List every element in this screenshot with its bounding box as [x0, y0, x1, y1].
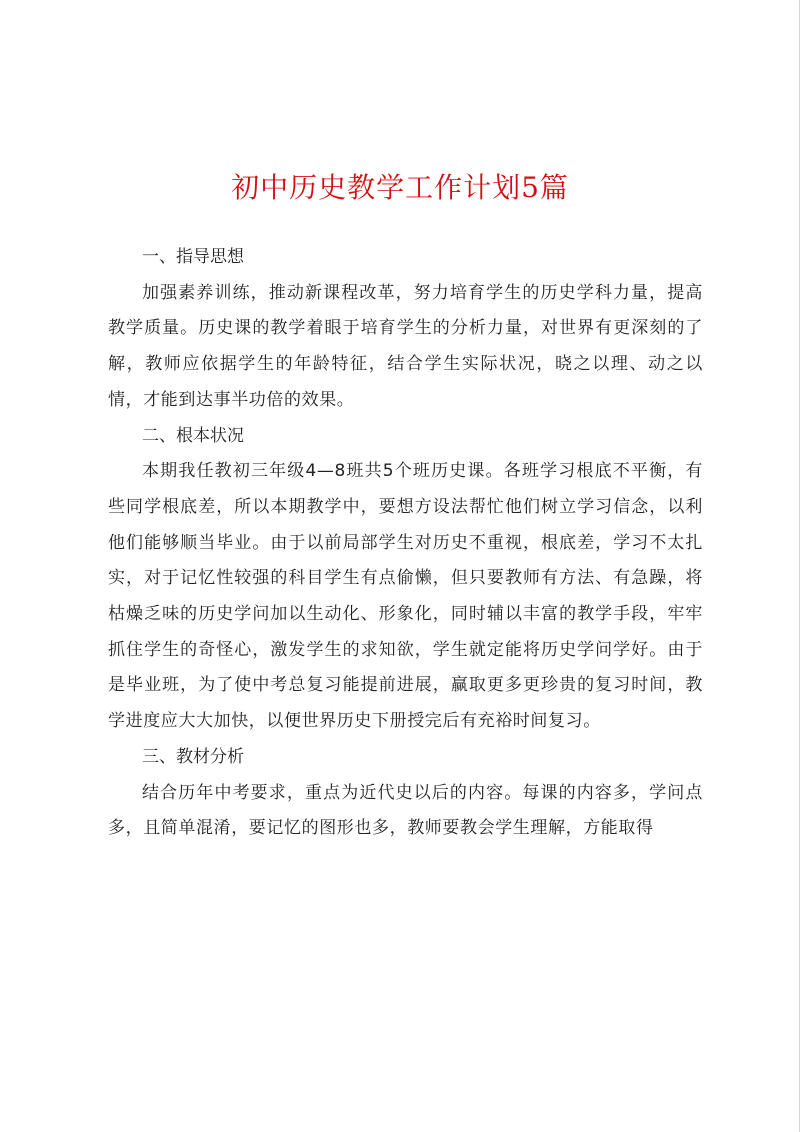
section-heading-textbook-analysis: 三、教材分析 [142, 746, 244, 767]
section-heading-basic-situation: 二、根本状况 [142, 425, 244, 446]
document-title: 初中历史教学工作计划5篇 [231, 171, 569, 204]
section-paragraph-basic-situation: 本期我任教初三年级4—8班共5个班历史课。各班学习根底不平衡，有些同学根底差，所以本期教学中，要想方设法帮忙他们树立学习信念，以利他们能够顺当毕业。由于以前局部学生对历史不重视，根底差，学习不太扎实，对于记忆性较强的科目学生有点偷懒，但只要教师有方法、有急躁，将枯燥乏味的历史学问加以生动化、形象化，同时辅以丰富的教学手段，牢牢抓住学生的奇怪心，激发学生的求知欲，学生就定能将历史学问学好。由于是毕业班，为了使中考总复习能提前进展，赢取更多更珍贵的复习时间，教学进度应大大加快，以便世界历史下册授完后有充裕时间复习。 [108, 461, 703, 732]
section-paragraph-textbook-analysis: 结合历年中考要求，重点为近代史以后的内容。每课的内容多，学问点多，且简单混淆，要记忆的图形也多，教师要教会学生理解，方能取得 [108, 782, 703, 839]
document-body [108, 240, 703, 847]
section-paragraph-guiding-thought: 加强素养训练，推动新课程改革，努力培育学生的历史学科力量，提高教学质量。历史课的教学着眼于培育学生的分析力量，对世界有更深刻的了解，教师应依据学生的年龄特征，结合学生实际状况，晓之以理、动之以情，才能到达事半功倍的效果。 [108, 282, 703, 410]
section-heading-guiding-thought: 一、指导思想 [142, 247, 244, 267]
